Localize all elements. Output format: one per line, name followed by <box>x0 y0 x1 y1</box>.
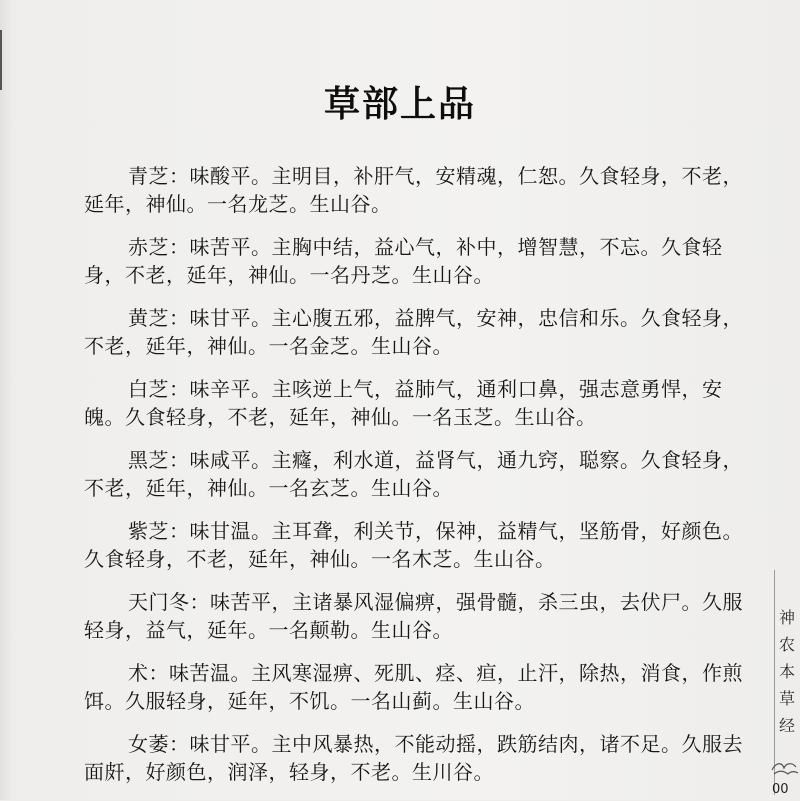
sidebar-char: 经 <box>778 716 795 735</box>
page-number: 00 <box>772 782 789 797</box>
entry-line: 黄芝：味甘平。主心腹五邪，益脾气，安神，忠信和乐。久食轻身， <box>128 306 743 330</box>
herb-entry <box>84 446 744 502</box>
page-title: 草部上品 <box>323 84 476 125</box>
entry-line: 饵。久服轻身，延年，不饥。一名山蓟。生山谷。 <box>84 689 535 713</box>
cloud-ornament-icon <box>770 752 800 782</box>
herb-entry <box>84 162 744 218</box>
entry-line: 白芝：味辛平。主咳逆上气，益肺气，通利口鼻，强志意勇悍，安 <box>128 377 723 401</box>
herb-entry <box>84 233 744 289</box>
entry-line: 身，不老，延年，神仙。一名丹芝。生山谷。 <box>84 263 494 287</box>
entry-line: 魄。久食轻身，不老，延年，神仙。一名玉芝。生山谷。 <box>84 405 597 429</box>
entry-line: 不老，延年，神仙。一名玄芝。生山谷。 <box>84 476 453 500</box>
sidebar-char: 农 <box>778 635 795 654</box>
entry-line: 延年，神仙。一名龙芝。生山谷。 <box>84 192 392 216</box>
entry-line: 天门冬：味苦平，主诸暴风湿偏痹，强骨髓，杀三虫，去伏尸。久服 <box>128 590 743 614</box>
herb-entry <box>84 517 744 573</box>
entry-line: 久食轻身，不老，延年，神仙。一名木芝。生山谷。 <box>84 547 556 571</box>
show-through-text <box>90 22 490 42</box>
herb-entry <box>84 304 744 360</box>
herb-entry <box>84 659 744 715</box>
entry-line: 面皯，好颜色，润泽，轻身，不老。生川谷。 <box>84 760 494 784</box>
entry-line: 赤芝：味苦平。主胸中结，益心气，补中，增智慧，不忘。久食轻 <box>128 235 723 259</box>
entry-line: 女萎：味甘平。主中风暴热，不能动摇，跌筋结肉，诸不足。久服去 <box>128 732 743 756</box>
entry-line: 不老，延年，神仙。一名金芝。生山谷。 <box>84 334 453 358</box>
entry-line: 青芝：味酸平。主明目，补肝气，安精魂，仁恕。久食轻身，不老， <box>128 164 743 188</box>
entry-line: 黑芝：味咸平。主癃，利水道，益肾气，通九窍，聪察。久食轻身， <box>128 448 743 472</box>
herb-entry <box>84 730 744 786</box>
entry-line: 轻身，益气，延年。一名颠勒。生山谷。 <box>84 618 453 642</box>
herb-entry <box>84 588 744 644</box>
sidebar-char: 本 <box>778 662 795 681</box>
entry-list <box>84 162 744 801</box>
sidebar-char: 草 <box>778 689 795 708</box>
herb-entry <box>84 375 744 431</box>
sidebar-char: 神 <box>778 608 795 627</box>
book-title-vertical <box>774 604 800 739</box>
entry-line: 术：味苦温。主风寒湿痹、死肌、痉、疸，止汗，除热，消食，作煎 <box>128 661 743 685</box>
entry-line: 紫芝：味甘温。主耳聋，利关节，保神，益精气，坚筋骨，好颜色。 <box>128 519 743 543</box>
